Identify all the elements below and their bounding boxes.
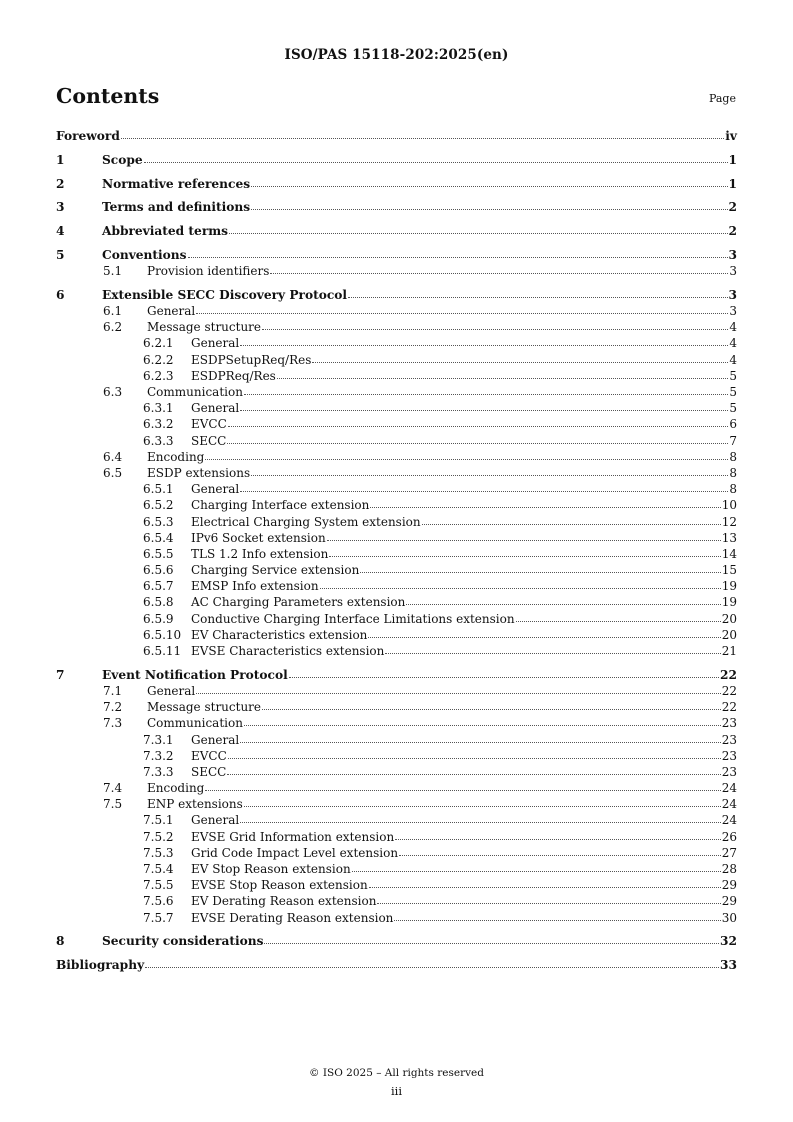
toc-entry-number: 6.5.7 bbox=[143, 579, 174, 594]
toc-entry-page: 33 bbox=[720, 958, 737, 973]
toc-entry-number: 6.5.3 bbox=[143, 514, 174, 529]
toc-entry[interactable] bbox=[56, 829, 737, 845]
toc-entry[interactable] bbox=[56, 578, 737, 594]
toc-entry-page: 32 bbox=[720, 934, 737, 949]
toc-entry-number: 1 bbox=[56, 152, 65, 167]
toc-dot-leader bbox=[240, 741, 720, 743]
toc-entry[interactable] bbox=[56, 957, 737, 973]
toc-entry-number: 6.1 bbox=[103, 304, 123, 319]
toc-entry-number: 8 bbox=[56, 934, 65, 949]
toc-entry[interactable] bbox=[56, 352, 737, 368]
toc-entry-title: Extensible SECC Discovery Protocol bbox=[102, 287, 348, 302]
toc-entry-number: 4 bbox=[56, 224, 65, 239]
toc-entry[interactable] bbox=[56, 497, 737, 513]
toc-entry-page: 5 bbox=[729, 368, 737, 383]
page-column-label: Page bbox=[708, 92, 736, 105]
toc-entry-number: 6.5.4 bbox=[143, 530, 174, 545]
toc-entry-title: EVSE Characteristics extension bbox=[191, 644, 385, 658]
toc-entry-page: 4 bbox=[729, 320, 737, 335]
toc-entry-number: 6.2 bbox=[103, 320, 123, 335]
toc-entry-page: 15 bbox=[721, 563, 737, 578]
toc-entry-title: SECC bbox=[191, 433, 227, 448]
toc-entry-title: ENP extensions bbox=[147, 797, 243, 812]
toc-entry[interactable] bbox=[56, 562, 737, 578]
toc-entry[interactable] bbox=[56, 627, 737, 643]
toc-entry-title: EVCC bbox=[191, 417, 227, 432]
toc-entry[interactable] bbox=[56, 877, 737, 893]
toc-entry[interactable] bbox=[56, 748, 737, 764]
toc-entry-title: Bibliography bbox=[56, 958, 145, 973]
toc-entry[interactable] bbox=[56, 530, 737, 546]
toc-entry-page: 27 bbox=[721, 845, 737, 860]
toc-entry-page: 8 bbox=[729, 465, 737, 480]
toc-entry[interactable] bbox=[56, 465, 737, 481]
contents-title: Contents bbox=[56, 84, 160, 108]
toc-entry-title: EV Derating Reason extension bbox=[191, 894, 377, 909]
toc-entry[interactable] bbox=[56, 594, 737, 610]
toc-entry-title: Communication bbox=[147, 716, 243, 731]
toc-entry-title: Encoding bbox=[147, 781, 205, 796]
toc-entry[interactable] bbox=[56, 223, 737, 239]
toc-entry-number: 6.3.3 bbox=[143, 433, 174, 448]
toc-entry-page: 8 bbox=[729, 482, 737, 497]
toc-entry-number: 5.1 bbox=[103, 264, 123, 279]
toc-entry-title: Scope bbox=[102, 152, 143, 167]
toc-entry-title: EVSE Stop Reason extension bbox=[191, 878, 368, 893]
toc-entry-number: 6.5.1 bbox=[143, 482, 174, 497]
toc-entry-title: EV Stop Reason extension bbox=[191, 862, 351, 877]
toc-entry-title: Foreword bbox=[56, 129, 120, 143]
toc-entry-number: 7.2 bbox=[103, 700, 123, 715]
toc-entry-title: EVSE Grid Information extension bbox=[191, 829, 395, 844]
toc-entry[interactable] bbox=[56, 400, 737, 416]
toc-entry-number: 6.5.2 bbox=[143, 498, 174, 513]
toc-entry[interactable] bbox=[56, 845, 737, 861]
toc-entry-number: 7.1 bbox=[103, 683, 123, 698]
toc-entry[interactable] bbox=[56, 699, 737, 715]
toc-entry-number: 7.3.3 bbox=[143, 764, 174, 779]
toc-entry[interactable] bbox=[56, 910, 737, 926]
toc-entry-page: 24 bbox=[721, 781, 737, 796]
toc-entry[interactable] bbox=[56, 683, 737, 699]
toc-entry-number: 7.5.2 bbox=[143, 829, 174, 844]
toc-entry-page: 13 bbox=[721, 530, 737, 545]
toc-entry-page: 5 bbox=[729, 385, 737, 399]
toc-section-gap bbox=[56, 950, 737, 958]
table-of-contents bbox=[56, 128, 737, 973]
toc-dot-leader bbox=[121, 137, 724, 139]
toc-entry-number: 5 bbox=[56, 247, 65, 262]
toc-entry-page: 28 bbox=[721, 862, 737, 877]
toc-dot-leader bbox=[240, 409, 728, 411]
toc-entry-page: 19 bbox=[721, 595, 737, 610]
toc-entry[interactable] bbox=[56, 861, 737, 877]
toc-entry-number: 6.4 bbox=[103, 449, 123, 464]
toc-entry[interactable] bbox=[56, 287, 737, 303]
toc-entry-title: Provision identifiers bbox=[147, 264, 270, 279]
toc-entry[interactable] bbox=[56, 812, 737, 828]
toc-entry-title: General bbox=[147, 304, 196, 319]
toc-dot-leader bbox=[406, 603, 720, 605]
toc-dot-leader bbox=[145, 966, 719, 968]
toc-entry-page: 8 bbox=[729, 449, 737, 464]
toc-entry-title: General bbox=[191, 482, 240, 497]
toc-entry[interactable] bbox=[56, 933, 737, 949]
toc-dot-leader bbox=[329, 555, 720, 557]
toc-entry-title: Normative references bbox=[102, 176, 251, 191]
toc-entry-number: 6.5.10 bbox=[143, 627, 182, 642]
toc-entry-page: 24 bbox=[721, 813, 737, 828]
toc-entry-page: 1 bbox=[728, 152, 737, 167]
toc-entry-number: 7.3.2 bbox=[143, 748, 174, 763]
toc-dot-leader bbox=[196, 312, 728, 314]
toc-entry[interactable] bbox=[56, 449, 737, 465]
toc-entry-number: 6.5.9 bbox=[143, 611, 174, 626]
toc-entry[interactable] bbox=[56, 335, 737, 351]
toc-entry-page: 10 bbox=[721, 498, 737, 513]
toc-entry-number: 7.5.7 bbox=[143, 910, 174, 925]
toc-dot-leader bbox=[277, 377, 729, 379]
toc-entry[interactable] bbox=[56, 780, 737, 796]
toc-section-gap bbox=[56, 144, 737, 152]
toc-dot-leader bbox=[251, 208, 727, 210]
toc-entry-title: EV Characteristics extension bbox=[191, 627, 368, 642]
toc-entry-number: 7.5.5 bbox=[143, 878, 174, 893]
toc-entry-number: 7.5.6 bbox=[143, 894, 174, 909]
toc-entry-number: 6.3 bbox=[103, 385, 123, 399]
toc-entry-title: General bbox=[191, 732, 240, 747]
toc-entry-page: 5 bbox=[729, 401, 737, 416]
toc-entry[interactable] bbox=[56, 643, 737, 659]
toc-entry-title: Security considerations bbox=[102, 934, 264, 949]
toc-dot-leader bbox=[205, 458, 728, 460]
toc-entry[interactable] bbox=[56, 416, 737, 432]
toc-entry-page: iv bbox=[725, 129, 737, 143]
toc-dot-leader bbox=[377, 902, 720, 904]
toc-entry-number: 3 bbox=[56, 200, 65, 215]
toc-entry-page: 20 bbox=[721, 627, 737, 642]
toc-dot-leader bbox=[320, 587, 721, 589]
toc-dot-leader bbox=[244, 724, 721, 726]
toc-entry[interactable] bbox=[56, 732, 737, 748]
toc-dot-leader bbox=[262, 708, 721, 710]
toc-section-gap bbox=[56, 192, 737, 200]
toc-entry-page: 23 bbox=[721, 764, 737, 779]
toc-entry-number: 6.2.3 bbox=[143, 368, 174, 383]
toc-dot-leader bbox=[228, 757, 721, 759]
toc-entry-title: IPv6 Socket extension bbox=[191, 530, 326, 545]
toc-entry-title: General bbox=[191, 401, 240, 416]
toc-dot-leader bbox=[205, 789, 720, 791]
toc-entry-title: Terms and definitions bbox=[102, 200, 251, 215]
toc-entry-page: 2 bbox=[728, 224, 737, 239]
toc-dot-leader bbox=[227, 773, 720, 775]
toc-dot-leader bbox=[262, 328, 728, 330]
toc-entry-title: Charging Service extension bbox=[191, 563, 360, 578]
toc-dot-leader bbox=[251, 185, 727, 187]
toc-entry[interactable] bbox=[56, 764, 737, 780]
toc-entry-page: 3 bbox=[729, 304, 737, 319]
toc-entry-title: AC Charging Parameters extension bbox=[191, 595, 406, 610]
toc-dot-leader bbox=[399, 854, 721, 856]
toc-entry-title: Electrical Charging System extension bbox=[191, 514, 421, 529]
toc-entry-number: 6 bbox=[56, 287, 65, 302]
toc-section-gap bbox=[56, 926, 737, 934]
toc-entry[interactable] bbox=[56, 128, 737, 144]
toc-entry-page: 7 bbox=[729, 433, 737, 448]
toc-dot-leader bbox=[369, 886, 721, 888]
toc-dot-leader bbox=[227, 442, 728, 444]
footer-copyright: © ISO 2025 – All rights reserved bbox=[309, 1067, 484, 1079]
toc-entry-number: 6.2.1 bbox=[143, 336, 174, 351]
toc-dot-leader bbox=[394, 919, 720, 921]
toc-dot-leader bbox=[348, 296, 727, 298]
toc-entry-number: 7.3 bbox=[103, 716, 123, 731]
toc-entry-page: 1 bbox=[728, 176, 737, 191]
toc-entry-title: ESDPSetupReq/Res bbox=[191, 352, 312, 367]
toc-dot-leader bbox=[368, 636, 720, 638]
toc-entry-page: 23 bbox=[721, 732, 737, 747]
toc-dot-leader bbox=[516, 620, 721, 622]
toc-entry-page: 3 bbox=[728, 247, 737, 262]
toc-entry-title: Encoding bbox=[147, 449, 205, 464]
toc-entry-number: 6.5 bbox=[103, 465, 123, 480]
toc-entry[interactable] bbox=[56, 152, 737, 168]
toc-entry[interactable] bbox=[56, 384, 737, 400]
toc-entry[interactable] bbox=[56, 667, 737, 683]
toc-entry-page: 22 bbox=[721, 700, 737, 715]
toc-entry-page: 30 bbox=[721, 910, 737, 925]
toc-entry-page: 24 bbox=[721, 797, 737, 812]
toc-section-gap bbox=[56, 216, 737, 224]
toc-entry[interactable] bbox=[56, 199, 737, 215]
toc-entry-page: 14 bbox=[721, 546, 737, 561]
toc-entry-title: TLS 1.2 Info extension bbox=[191, 546, 329, 561]
toc-entry-page: 23 bbox=[721, 716, 737, 731]
toc-entry-title: General bbox=[191, 336, 240, 351]
toc-entry-title: Conventions bbox=[102, 247, 187, 262]
toc-dot-leader bbox=[270, 272, 728, 274]
toc-dot-leader bbox=[360, 571, 720, 573]
toc-dot-leader bbox=[144, 161, 728, 163]
toc-entry-page: 26 bbox=[721, 829, 737, 844]
toc-entry[interactable] bbox=[56, 481, 737, 497]
toc-entry-title: Message structure bbox=[147, 320, 262, 335]
toc-entry[interactable] bbox=[56, 263, 737, 279]
toc-entry-title: ESDP extensions bbox=[147, 465, 251, 480]
toc-entry-title: General bbox=[191, 813, 240, 828]
toc-entry-title: General bbox=[147, 683, 196, 698]
toc-entry-number: 7.5.1 bbox=[143, 813, 174, 828]
toc-dot-leader bbox=[244, 393, 728, 395]
toc-entry-title: Communication bbox=[147, 385, 243, 399]
toc-entry-page: 4 bbox=[729, 352, 737, 367]
toc-section-gap bbox=[56, 168, 737, 176]
toc-entry[interactable] bbox=[56, 796, 737, 812]
toc-entry-title: Conductive Charging Interface Limitations extension bbox=[191, 611, 515, 626]
toc-entry[interactable] bbox=[56, 319, 737, 335]
footer-page-number: iii bbox=[390, 1084, 403, 1098]
toc-dot-leader bbox=[228, 425, 729, 427]
toc-dot-leader bbox=[312, 361, 728, 363]
toc-entry-page: 22 bbox=[720, 667, 737, 682]
toc-dot-leader bbox=[289, 676, 719, 678]
toc-entry[interactable] bbox=[56, 546, 737, 562]
toc-entry[interactable] bbox=[56, 611, 737, 627]
toc-entry-title: Charging Interface extension bbox=[191, 498, 370, 513]
toc-dot-leader bbox=[352, 870, 721, 872]
toc-dot-leader bbox=[251, 474, 728, 476]
toc-entry-number: 7.4 bbox=[103, 781, 123, 796]
toc-dot-leader bbox=[240, 821, 720, 823]
toc-dot-leader bbox=[229, 232, 728, 234]
toc-entry-number: 6.3.2 bbox=[143, 417, 174, 432]
toc-entry-number: 6.5.6 bbox=[143, 563, 174, 578]
toc-section-gap bbox=[56, 659, 737, 667]
toc-entry-page: 23 bbox=[721, 748, 737, 763]
toc-dot-leader bbox=[370, 506, 720, 508]
toc-entry-number: 6.5.11 bbox=[143, 644, 182, 658]
toc-entry[interactable] bbox=[56, 368, 737, 384]
toc-entry[interactable] bbox=[56, 893, 737, 909]
toc-entry-number: 6.5.8 bbox=[143, 595, 174, 610]
toc-section-gap bbox=[56, 279, 737, 287]
toc-dot-leader bbox=[327, 539, 721, 541]
toc-entry-number: 7.3.1 bbox=[143, 732, 174, 747]
toc-entry-title: SECC bbox=[191, 764, 227, 779]
toc-entry-number: 7 bbox=[56, 667, 65, 682]
toc-entry-page: 22 bbox=[721, 683, 737, 698]
toc-entry-page: 4 bbox=[729, 336, 737, 351]
toc-entry-number: 7.5 bbox=[103, 797, 123, 812]
toc-entry-number: 6.3.1 bbox=[143, 401, 174, 416]
toc-entry-page: 20 bbox=[721, 611, 737, 626]
toc-entry-page: 12 bbox=[721, 514, 737, 529]
toc-entry-number: 7.5.4 bbox=[143, 862, 174, 877]
toc-dot-leader bbox=[385, 652, 720, 654]
toc-entry-title: ESDPReq/Res bbox=[191, 368, 276, 383]
toc-dot-leader bbox=[240, 344, 728, 346]
toc-dot-leader bbox=[188, 256, 728, 258]
toc-entry-page: 6 bbox=[729, 417, 737, 432]
toc-dot-leader bbox=[422, 523, 721, 525]
toc-dot-leader bbox=[240, 490, 728, 492]
toc-entry-title: Event Notification Protocol bbox=[102, 667, 288, 682]
toc-entry-page: 3 bbox=[728, 287, 737, 302]
toc-entry-number: 7.5.3 bbox=[143, 845, 174, 860]
toc-dot-leader bbox=[244, 805, 721, 807]
toc-entry[interactable] bbox=[56, 715, 737, 731]
document-id: ISO/PAS 15118-202:2025(en) bbox=[284, 47, 509, 63]
toc-entry-number: 6.5.5 bbox=[143, 546, 174, 561]
toc-section-gap bbox=[56, 239, 737, 247]
toc-entry-page: 19 bbox=[721, 579, 737, 594]
toc-entry-page: 21 bbox=[721, 644, 737, 658]
toc-entry[interactable] bbox=[56, 514, 737, 530]
toc-entry-page: 29 bbox=[721, 894, 737, 909]
toc-entry-page: 2 bbox=[728, 200, 737, 215]
toc-entry-page: 29 bbox=[721, 878, 737, 893]
toc-entry[interactable] bbox=[56, 303, 737, 319]
toc-entry-title: Grid Code Impact Level extension bbox=[191, 845, 399, 860]
toc-entry-title: Abbreviated terms bbox=[102, 224, 228, 239]
toc-entry[interactable] bbox=[56, 176, 737, 192]
toc-entry-page: 3 bbox=[729, 264, 737, 279]
toc-entry-title: EVCC bbox=[191, 748, 227, 763]
toc-entry-number: 6.2.2 bbox=[143, 352, 174, 367]
toc-entry[interactable] bbox=[56, 247, 737, 263]
toc-dot-leader bbox=[196, 692, 720, 694]
toc-entry[interactable] bbox=[56, 433, 737, 449]
toc-dot-leader bbox=[264, 942, 719, 944]
toc-dot-leader bbox=[395, 838, 721, 840]
toc-entry-title: EVSE Derating Reason extension bbox=[191, 910, 394, 925]
toc-entry-title: Message structure bbox=[147, 700, 262, 715]
toc-entry-number: 2 bbox=[56, 176, 65, 191]
toc-entry-title: EMSP Info extension bbox=[191, 579, 319, 594]
